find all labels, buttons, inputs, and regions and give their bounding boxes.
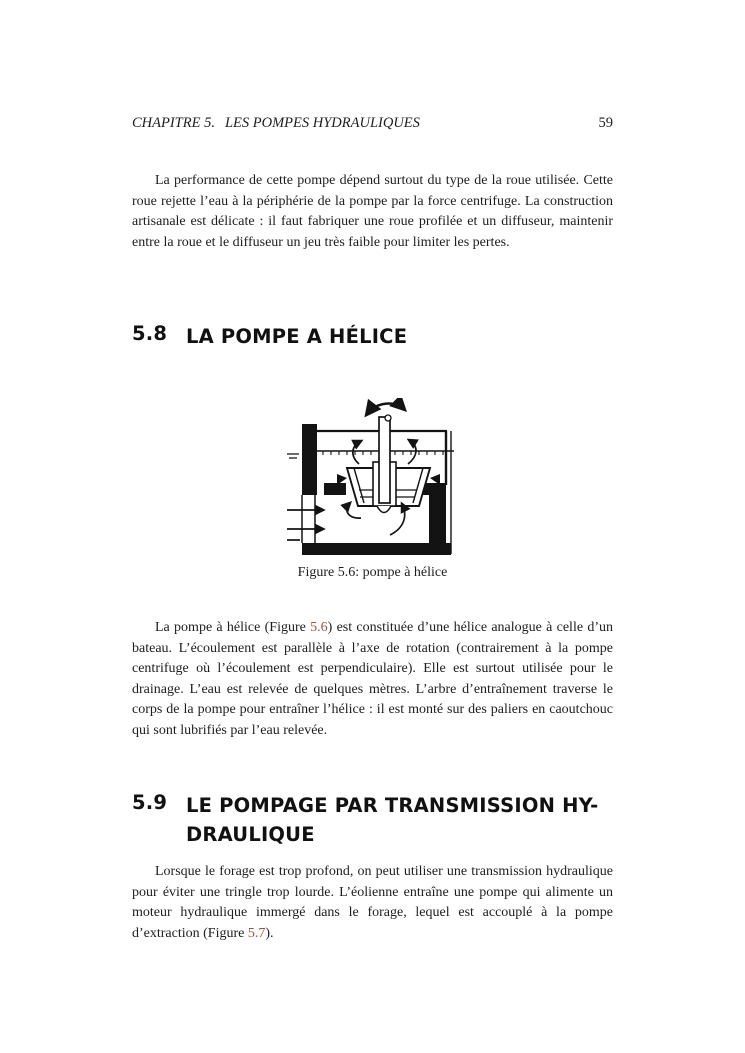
- shaft-cap: [385, 415, 391, 421]
- figure-caption: Figure 5.6: pompe à hélice: [297, 565, 448, 580]
- running-header: [132, 115, 613, 132]
- upflow-arrow-right: [408, 440, 416, 464]
- paragraph-text: ).: [265, 925, 274, 941]
- section-title-line1: LE POMPAGE PAR TRANSMISSION HY-: [186, 794, 599, 817]
- lower-left-thin-wall: [302, 495, 315, 543]
- intake-arrow-right: [390, 504, 405, 535]
- paragraph-text: La performance de cette pompe dépend surtout du type de la roue utilisée. Cette roue rejette l’eau à la périphérie de la pompe par la force centrifuge. La construction artisanale est délicate : il faut fabriquer une roue profilée et un diffuseur, maintenir entre la roue et le diffuseur un jeu très faible pour limiter les pertes.: [132, 173, 613, 250]
- header-chapter-title: LES POMPES HYDRAULIQUES: [224, 115, 420, 131]
- section-heading-5-9: [132, 791, 613, 849]
- hub-tip: [377, 506, 391, 513]
- section-title: LA POMPE A HÉLICE: [186, 325, 408, 348]
- section-number: 5.9: [132, 791, 168, 814]
- link-figure-5-6[interactable]: 5.6: [310, 620, 328, 635]
- header-page-number: 59: [598, 115, 613, 131]
- left-thick-wall: [302, 424, 317, 495]
- section-heading-5-8: [132, 322, 613, 351]
- paragraph-text: Lorsque le forage est trop profond, on peut utiliser une transmission hydraulique pour éviter une tringle trop lourde. L’éolienne entraîne une pompe qui alimente un moteur hydraulique immergé dans le forage, lequel est accouplé à la pompe d’extraction (Figure: [132, 864, 613, 941]
- outside-level-mark: [287, 454, 299, 458]
- paragraph-propeller-pump: [132, 618, 613, 741]
- drive-shaft: [379, 415, 391, 503]
- link-figure-5-7[interactable]: 5.7: [247, 925, 266, 941]
- paragraph-text: ) est constituée d’une hélice analogue à celle d’un bateau. L’écoulement est parallèle à l’axe de rotation (contrairement à la pompe centrifuge où l’écoulement est perpendiculaire). Elle est surtout utilisée pour le drainage. L’eau est relevée de quelques mètres. L’arbre d’entraînement traverse le corps de la pompe pour entraîner l’hélice : il est monté sur des paliers en caoutchouc qui sont lubrifiés par l’eau relevée.: [132, 620, 613, 738]
- paragraph-pump-performance: [132, 171, 613, 253]
- right-lower-wall: [429, 485, 446, 545]
- paragraph-hydraulic-transmission: [132, 862, 613, 944]
- rotation-arrow-icon: [367, 404, 404, 414]
- propeller-pump-figure: [287, 398, 459, 556]
- figure-5-6: [132, 398, 613, 556]
- bottom-wall: [302, 543, 451, 555]
- section-number: 5.8: [132, 322, 168, 345]
- upflow-arrow-left: [352, 441, 360, 464]
- section-title-line2: DRAULIQUE: [186, 823, 315, 846]
- floor-band-left: [324, 483, 346, 495]
- paragraph-text: La pompe à hélice (Figure: [155, 620, 311, 635]
- section-title: [186, 791, 598, 849]
- header-chapter-label: CHAPITRE 5.: [132, 115, 215, 131]
- header-chapter: [132, 115, 420, 132]
